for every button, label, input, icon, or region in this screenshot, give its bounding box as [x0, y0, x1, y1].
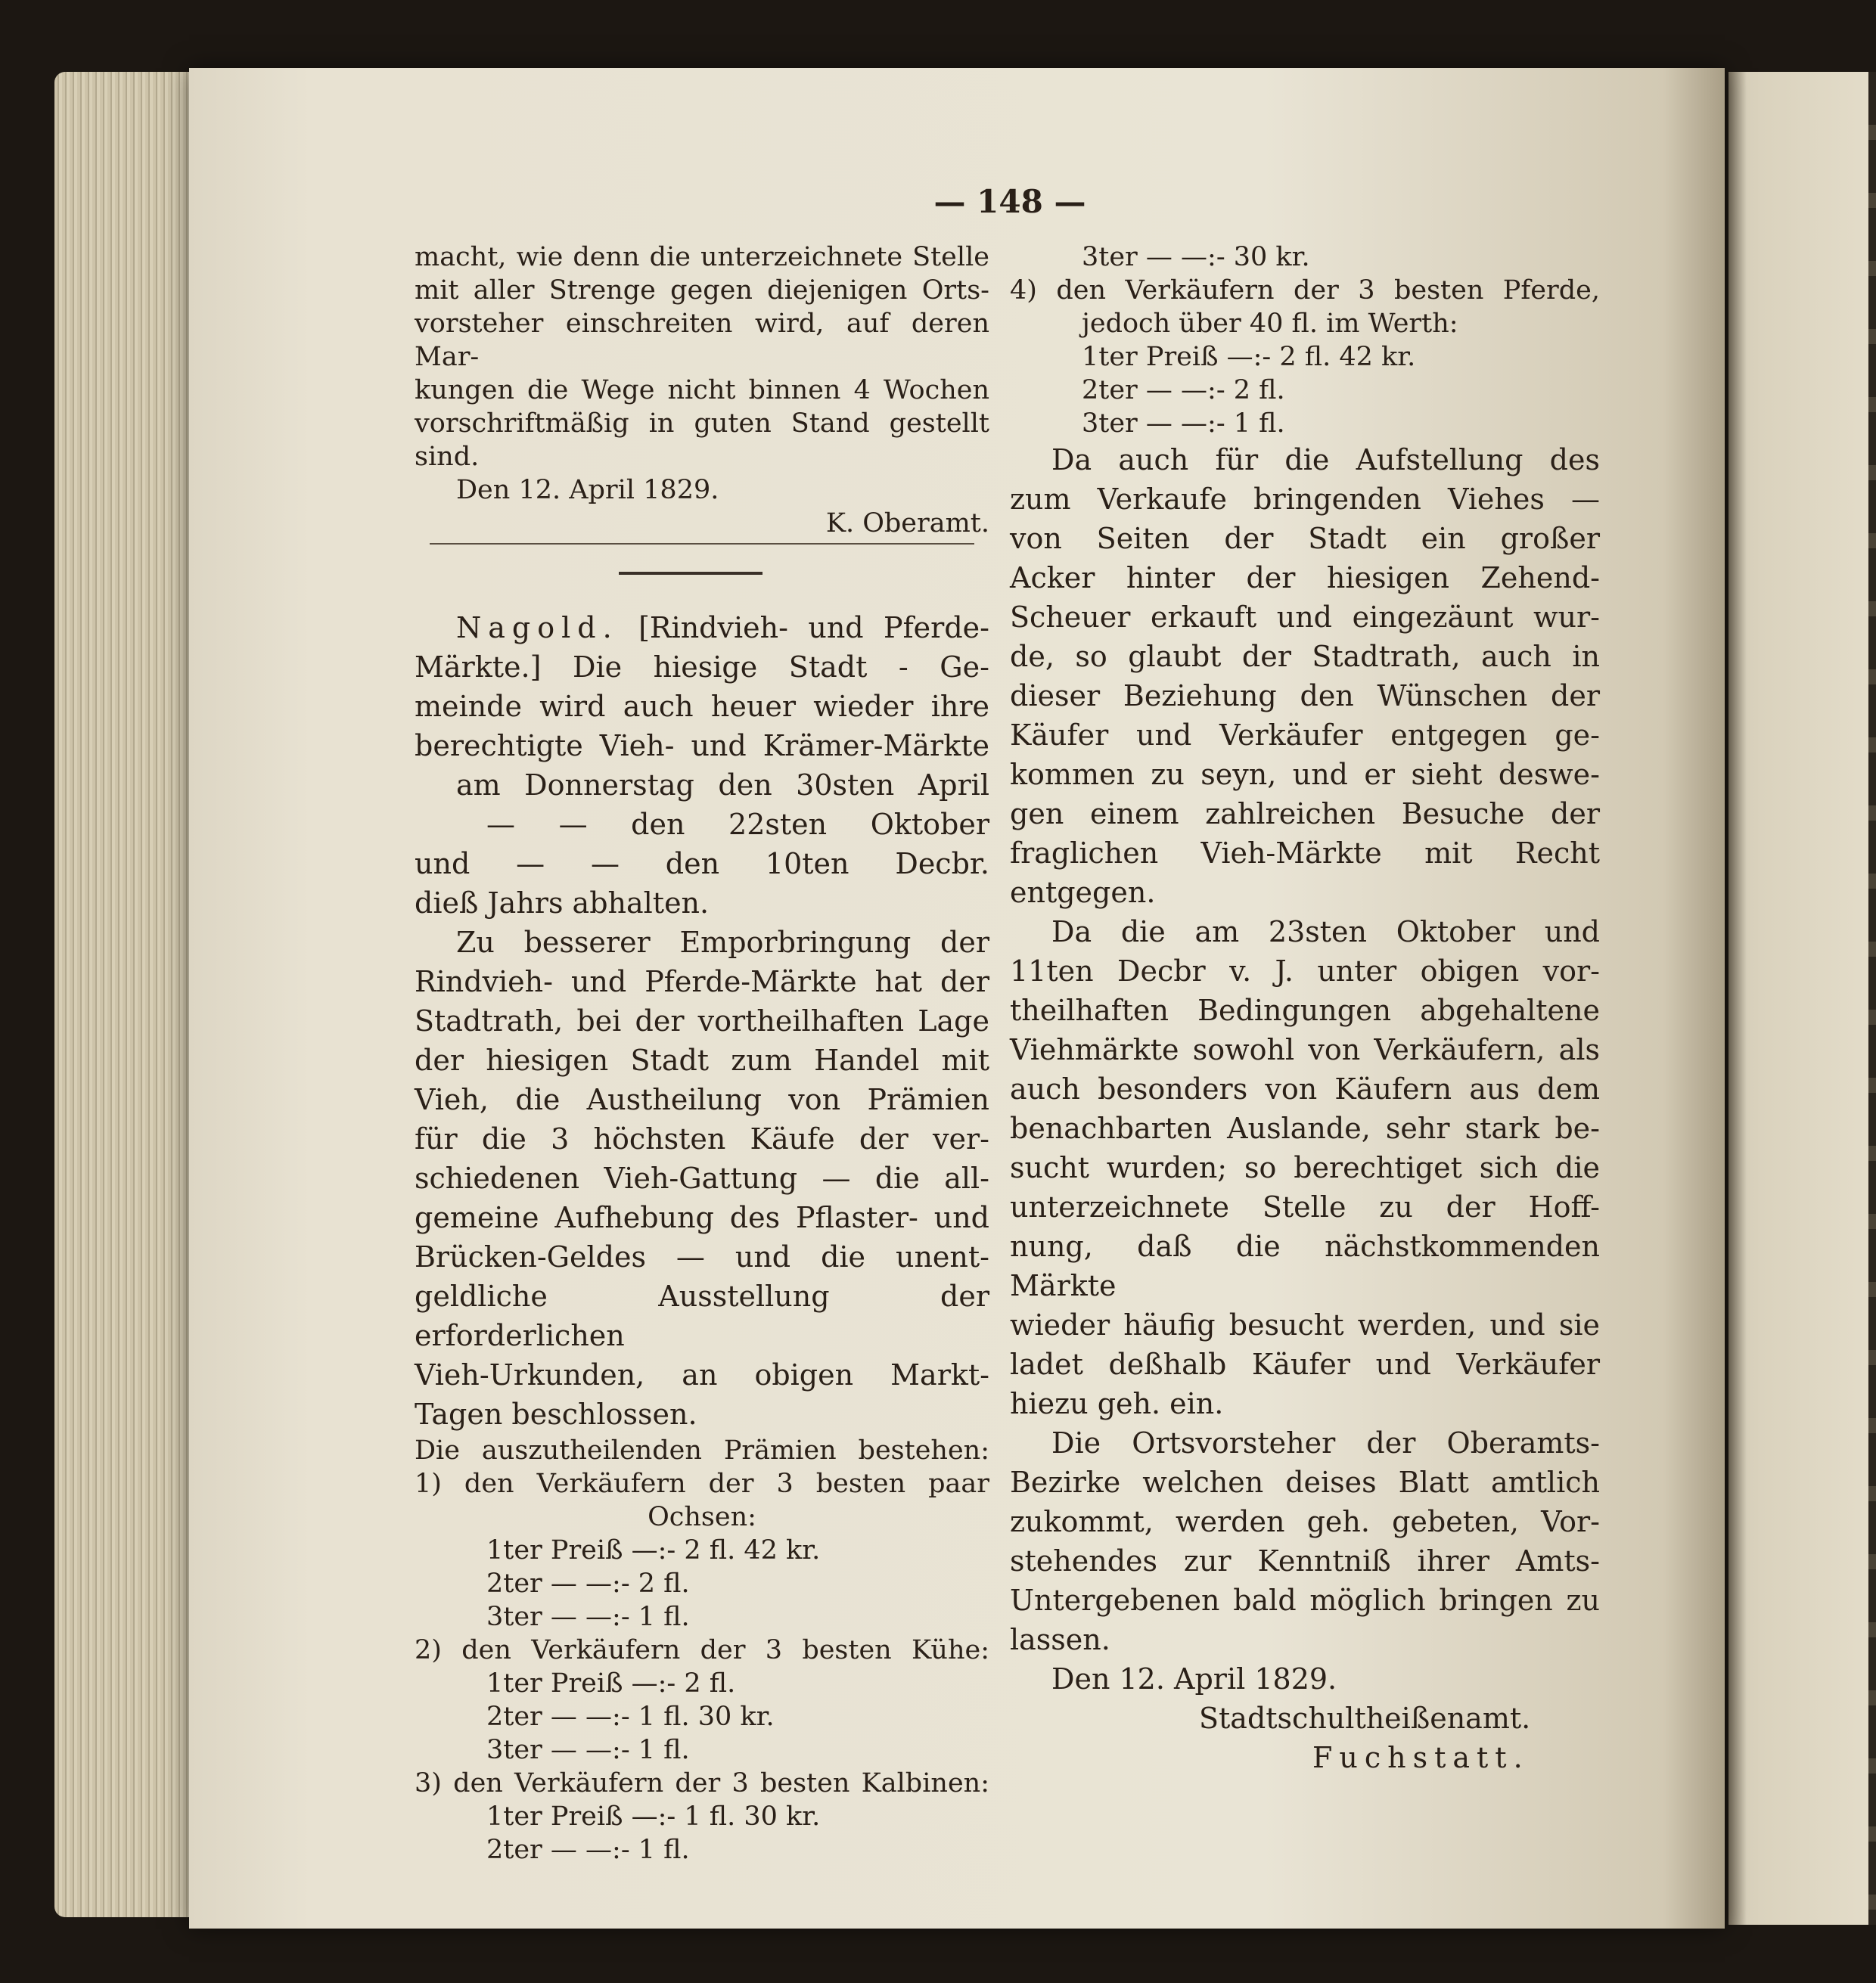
text-line: theilhaften Bedingungen abgehaltene: [1010, 994, 1600, 1027]
text-line: Acker hinter der hiesigen Zehend-: [1010, 561, 1600, 594]
prize-category: 2) den Verkäufern der 3 besten Kühe:: [415, 1635, 989, 1665]
prize-line: 1ter Preiß —:- 2 fl. 42 kr.: [486, 1535, 821, 1566]
issuing-office: Stadtschultheißenamt.: [1199, 1702, 1531, 1735]
prize-line: 2ter — —:- 2 fl.: [486, 1569, 690, 1599]
market-notice: [415, 608, 989, 1434]
book-page-edges: [54, 72, 198, 1917]
text-line: zum Verkaufe bringenden Viehes —: [1010, 483, 1600, 516]
page-number: — 148 —: [933, 183, 1086, 220]
text-line: vorschriftmäßig in guten Stand gestellt sind.: [415, 408, 989, 472]
notice-date: Den 12. April 1829.: [1051, 1662, 1337, 1696]
text-line: und — — den 10ten Decbr.: [415, 847, 989, 880]
prize-category: 3) den Verkäufern der 3 besten Kalbinen:: [415, 1768, 989, 1798]
text-line: Scheuer erkauft und eingezäunt wur-: [1010, 600, 1600, 634]
text-line: Die Ortsvorsteher der Oberamts-: [1051, 1426, 1600, 1460]
text-line: Brücken-Geldes — und die unent-: [415, 1240, 989, 1274]
text-line: gemeine Aufhebung des Pflaster- und: [415, 1201, 989, 1234]
text-line: fraglichen Vieh-Märkte mit Recht: [1010, 836, 1600, 870]
section-divider: [619, 572, 763, 575]
prizes-intro: Die auszutheilenden Prämien bestehen:: [415, 1435, 989, 1466]
text-line: auch besonders von Käufern aus dem: [1010, 1072, 1600, 1106]
prize-line: 1ter Preiß —:- 1 fl. 30 kr.: [486, 1801, 821, 1832]
text-line: Tagen beschlossen.: [415, 1398, 697, 1431]
prize-line: 2ter — —:- 2 fl.: [1082, 375, 1285, 405]
text-line: benachbarten Auslande, sehr stark be-: [1010, 1112, 1600, 1145]
text-line: de, so glaubt der Stadtrath, auch in: [1010, 640, 1600, 673]
text-line: Käufer und Verkäufer entgegen ge-: [1010, 718, 1600, 752]
text-line: mit aller Strenge gegen diejenigen Orts-: [415, 275, 989, 306]
place-heading: Nagold.: [456, 611, 619, 644]
text-line: für die 3 höchsten Käufe der ver-: [415, 1122, 989, 1156]
text-line: schiedenen Vieh-Gattung — die all-: [415, 1162, 989, 1195]
text-line: [415, 608, 989, 647]
prize-category-cont: Ochsen:: [648, 1502, 756, 1532]
left-column: [415, 241, 989, 1867]
text-line: Vieh-Urkunden, an obigen Markt-: [415, 1358, 989, 1392]
thin-rule: [430, 543, 974, 545]
prize-category: 1) den Verkäufern der 3 besten paar: [415, 1469, 989, 1499]
prize-category-cont: jedoch über 40 fl. im Werth:: [1082, 309, 1458, 339]
official-name: Fuchstatt.: [1312, 1741, 1530, 1774]
text-line: Viehmärkte sowohl von Verkäufern, als: [1010, 1033, 1600, 1066]
text-line: entgegen.: [1010, 876, 1156, 909]
text-line: sucht wurden; so berechtiget sich die: [1010, 1151, 1600, 1184]
text-line: zukommt, werden geh. gebeten, Vor-: [1010, 1505, 1600, 1538]
text-line: stehendes zur Kenntniß ihrer Amts-: [1010, 1544, 1600, 1578]
prize-line: 1ter Preiß —:- 2 fl. 42 kr.: [1082, 342, 1416, 372]
text-line: Da auch für die Aufstellung des: [1051, 443, 1600, 476]
prize-line: 3ter — —:- 1 fl.: [486, 1602, 690, 1632]
text-line: dieß Jahrs abhalten.: [415, 886, 710, 920]
notice-signature: K. Oberamt.: [825, 508, 989, 538]
text-line: Rindvieh- und Pferde-Märkte hat der: [415, 965, 989, 998]
text-line: hiezu geh. ein.: [1010, 1387, 1224, 1420]
paragraph-field: [1010, 440, 1600, 912]
text-line: kommen zu seyn, und er sieht deswe-: [1010, 758, 1600, 791]
prize-line: 2ter — —:- 1 fl.: [486, 1835, 690, 1865]
paragraph-officials: [1010, 1423, 1600, 1659]
text-line: Da die am 23sten Oktober und: [1051, 915, 1600, 948]
text-line: ladet deßhalb Käufer und Verkäufer: [1010, 1348, 1600, 1381]
text-line: kungen die Wege nicht binnen 4 Wochen: [415, 375, 989, 405]
facing-page-text-fragment: [1868, 72, 1876, 1925]
prize-category: 4) den Verkäufern der 3 besten Pferde,: [1010, 275, 1600, 306]
text-line: unterzeichnete Stelle zu der Hoff-: [1010, 1190, 1600, 1224]
prize-list: [415, 1434, 989, 1867]
text-line: geldliche Ausstellung der erforderlichen: [415, 1280, 989, 1352]
text-line: Vieh, die Austheilung von Prämien: [415, 1083, 989, 1116]
text-line: lassen.: [1010, 1623, 1110, 1656]
text-line: Zu besserer Emporbringung der: [456, 926, 989, 959]
text-line: von Seiten der Stadt ein großer: [1010, 522, 1600, 555]
text-line: berechtigte Vieh- und Krämer-Märkte: [415, 729, 989, 762]
prize-line: 2ter — —:- 1 fl. 30 kr.: [486, 1702, 775, 1732]
text-line: der hiesigen Stadt zum Handel mit: [415, 1044, 989, 1077]
paragraph-visits: [1010, 912, 1600, 1423]
text-line: wieder häufig besucht werden, und sie: [1010, 1308, 1600, 1342]
text-line: gen einem zahlreichen Besuche der: [1010, 797, 1600, 830]
text-line: Bezirke welchen deises Blatt amtlich: [1010, 1466, 1600, 1499]
text-line: — — den 22sten Oktober: [486, 808, 989, 841]
prize-list-cont: [1010, 241, 1600, 440]
text-line: macht, wie denn die unterzeichnete Stelle: [415, 242, 989, 272]
prize-line: 1ter Preiß —:- 2 fl.: [486, 1668, 736, 1699]
text-line: meinde wird auch heuer wieder ihre: [415, 690, 989, 723]
text-line: Märkte.] Die hiesige Stadt - Ge-: [415, 650, 989, 684]
prize-line: 3ter — —:- 30 kr.: [1082, 242, 1310, 272]
text-line: nung, daß die nächstkommenden Märkte: [1010, 1230, 1600, 1302]
prize-line: 3ter — —:- 1 fl.: [486, 1735, 690, 1765]
text-line: 11ten Decbr v. J. unter obigen vor-: [1010, 954, 1600, 988]
heading-subject: [Rindvieh- und Pferde-: [638, 611, 989, 644]
text-line: dieser Beziehung den Wünschen der: [1010, 679, 1600, 712]
intro-paragraph: [415, 241, 989, 540]
notice-date: Den 12. April 1829.: [456, 475, 719, 505]
text-line: am Donnerstag den 30sten April: [456, 768, 989, 802]
text-line: vorsteher einschreiten wird, auf deren Mar-: [415, 309, 989, 372]
text-line: Untergebenen bald möglich bringen zu: [1010, 1584, 1600, 1617]
right-column: [1010, 241, 1600, 1777]
prize-line: 3ter — —:- 1 fl.: [1082, 408, 1285, 439]
facing-page-edge: [1728, 72, 1876, 1925]
text-line: Stadtrath, bei der vortheilhaften Lage: [415, 1004, 989, 1038]
